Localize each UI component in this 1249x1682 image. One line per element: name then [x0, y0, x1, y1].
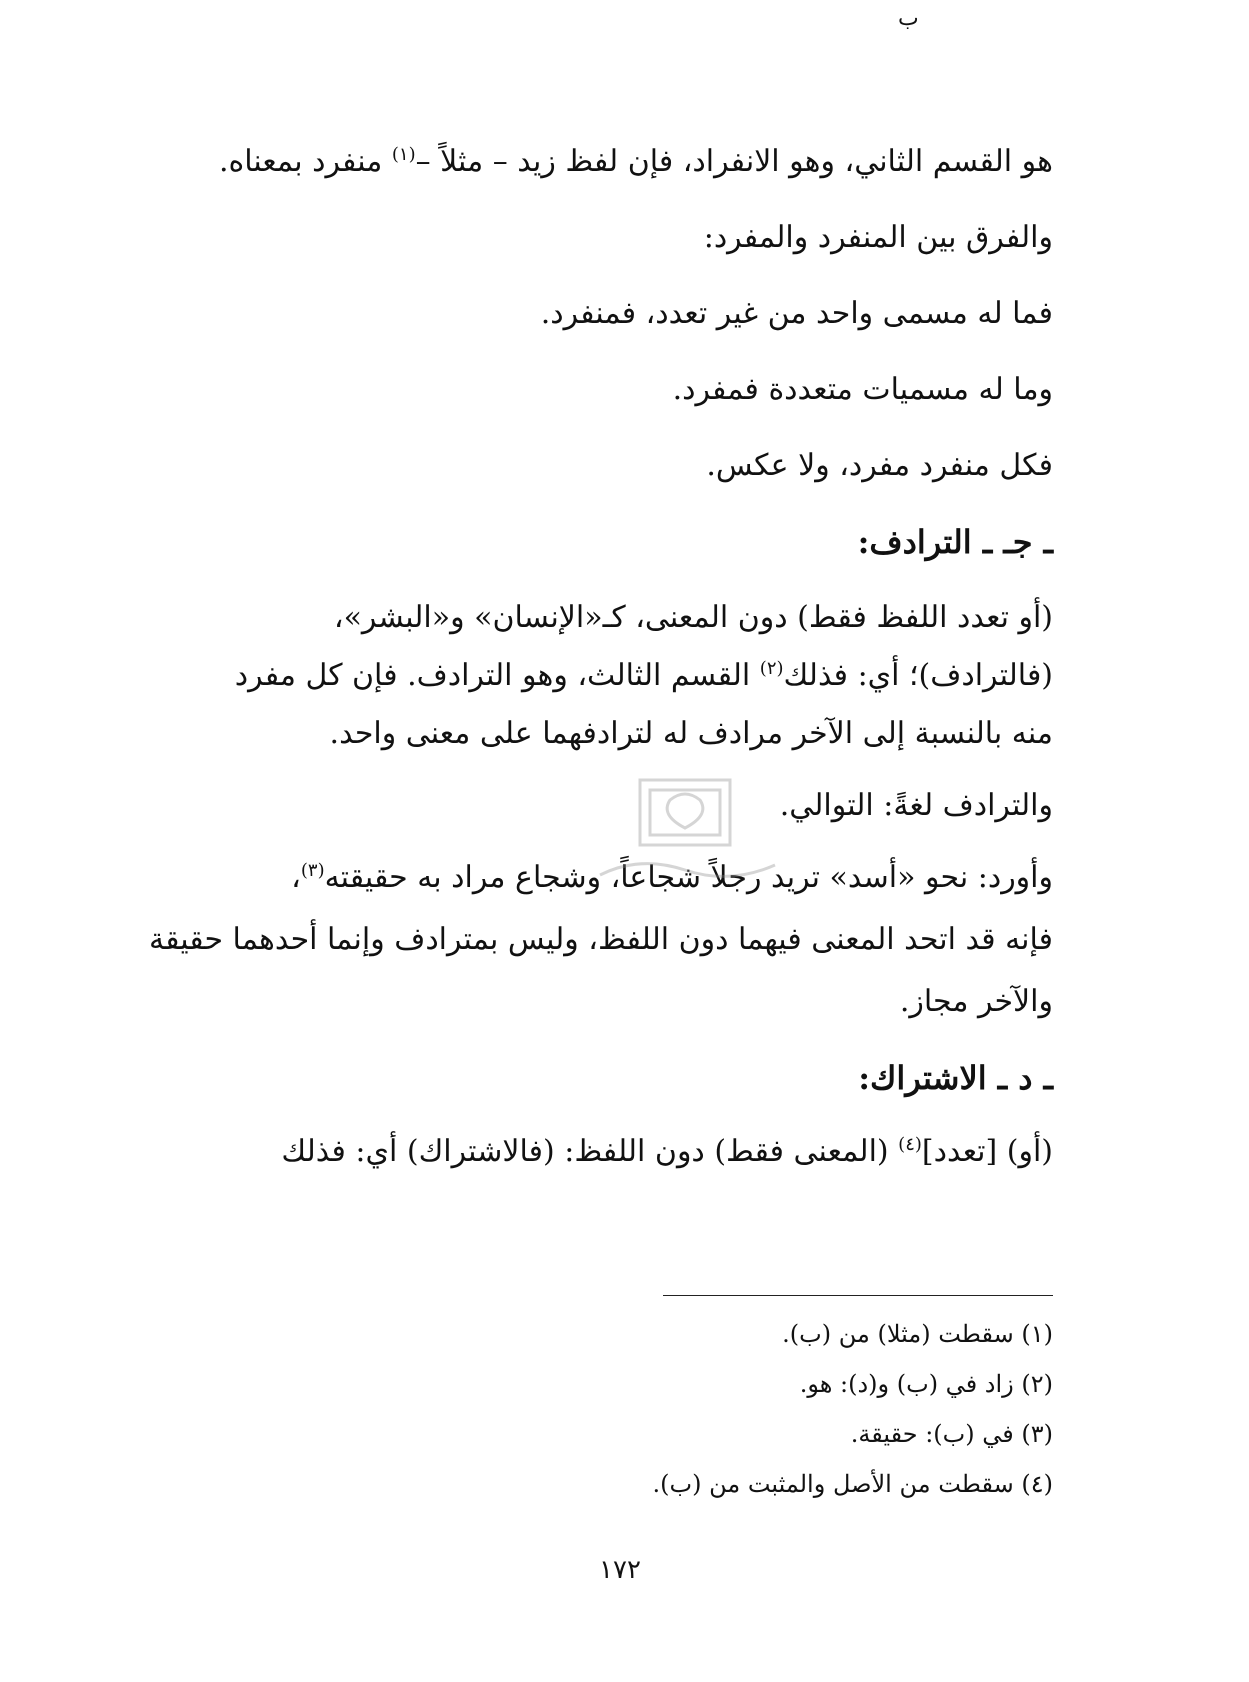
footnote-ref-3: (٣): [300, 860, 325, 881]
top-mark: ب: [898, 6, 919, 31]
text-line: وما له مسميات متعددة فمفرد.: [672, 372, 1053, 407]
text-line: والفرق بين المنفرد والمفرد:: [703, 220, 1053, 255]
text-line: فكل منفرد مفرد، ولا عكس.: [706, 448, 1053, 483]
page-number: ١٧٢: [599, 1555, 641, 1585]
text-line: منه بالنسبة إلى الآخر مرادف له لترادفهما على معنى واحد.: [329, 716, 1053, 751]
footnote-separator: [663, 1295, 1053, 1296]
footnote-2: (٢) زاد في (ب) و(د): هو.: [799, 1370, 1053, 1398]
footnote-3: (٣) في (ب): حقيقة.: [850, 1420, 1053, 1448]
text-line: والترادف لغةً: التوالي.: [779, 788, 1053, 823]
text-segment: (أو) [تعدد]: [921, 1134, 1053, 1169]
text-line: (أو تعدد اللفظ فقط) دون المعنى، كـ«الإنسان» و«البشر»،: [333, 600, 1053, 635]
text-line: والآخر مجاز.: [899, 984, 1053, 1019]
text-segment: (المعنى فقط) دون اللفظ: (فالاشتراك) أي: فذلك: [281, 1134, 899, 1169]
text-line: فإنه قد اتحد المعنى فيهما دون اللفظ، وليس بمترادف وإنما أحدهما حقيقة: [148, 922, 1053, 957]
text-line: [219, 140, 1053, 184]
text-segment: القسم الثالث، وهو الترادف. فإن كل مفرد: [234, 658, 760, 693]
text-segment: ،: [291, 860, 301, 895]
footnote-ref-1: (١): [391, 144, 416, 165]
text-line: [281, 1130, 1053, 1174]
text-segment: (فالترادف)؛ أي: فذلك: [783, 658, 1053, 693]
footnote-1: (١) سقطت (مثلا) من (ب).: [782, 1320, 1053, 1348]
footnote-ref-4: (٤): [898, 1134, 922, 1155]
text-line: [235, 654, 1053, 698]
text-segment: هو القسم الثاني، وهو الانفراد، فإن لفظ زيد – مثلاً –: [415, 144, 1053, 179]
text-segment: وأورد: نحو «أسد» تريد رجلاً شجاعاً، وشجاع مراد به حقيقته: [324, 860, 1053, 895]
footnote-4: (٤) سقطت من الأصل والمثبت من (ب).: [652, 1470, 1053, 1498]
text-line: فما له مسمى واحد من غير تعدد، فمنفرد.: [540, 296, 1053, 331]
section-heading-taraduf: ـ جـ ـ الترادف:: [857, 523, 1053, 561]
text-segment: منفرد بمعناه.: [218, 144, 392, 179]
footnote-ref-2: (٢): [759, 658, 784, 679]
section-heading-ishtirak: ـ د ـ الاشتراك:: [858, 1059, 1053, 1097]
library-seal-watermark: [580, 770, 790, 900]
